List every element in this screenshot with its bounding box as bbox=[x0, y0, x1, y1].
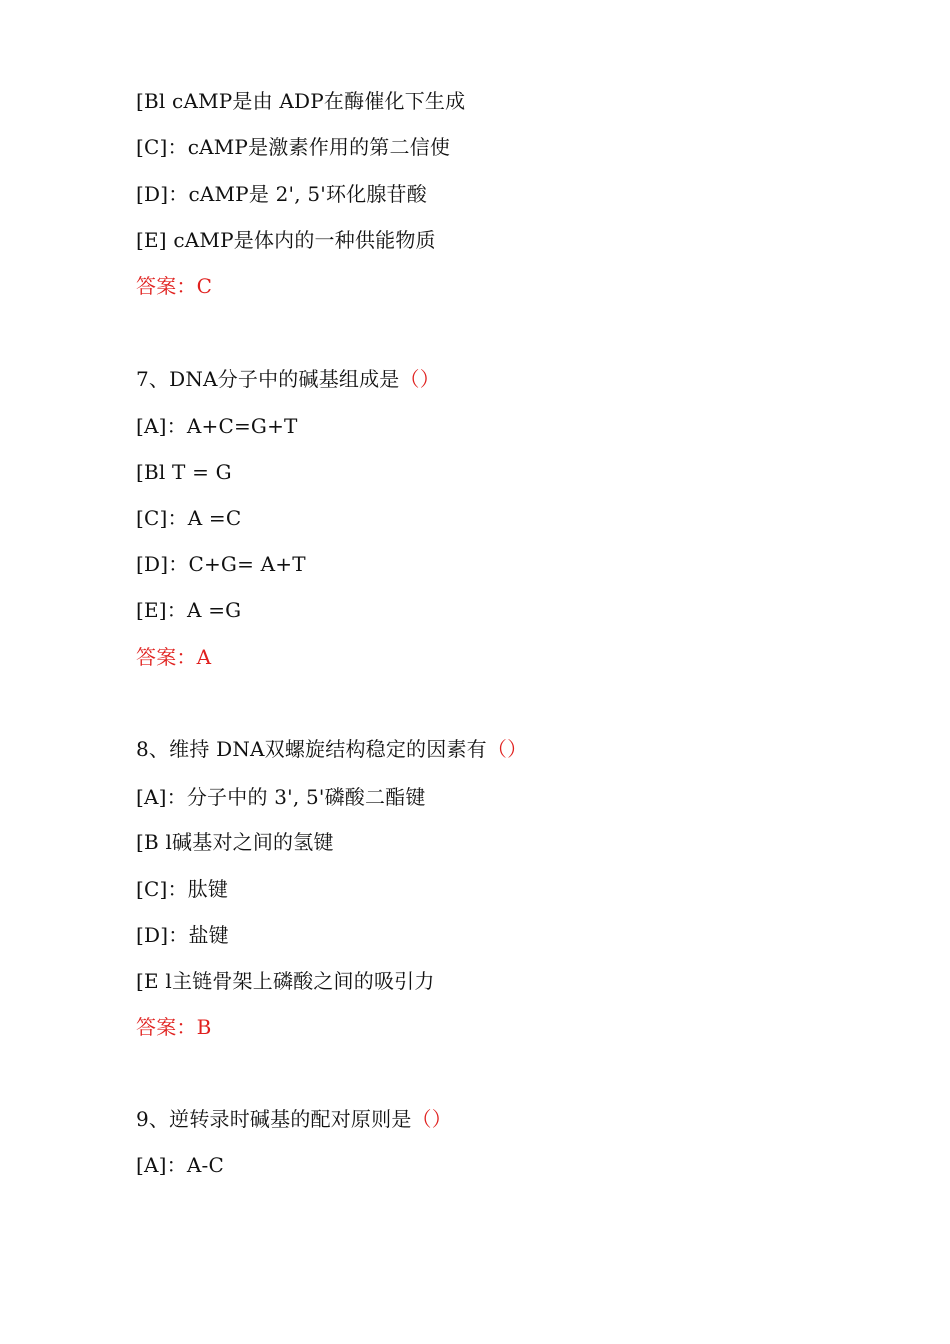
option-q7-e: [E]：A =G bbox=[136, 598, 242, 622]
option-q9-a: [A]：A-C bbox=[136, 1153, 224, 1177]
question-7 bbox=[136, 366, 440, 392]
option-q6-c: [C]：cAMP是激素作用的第二信使 bbox=[136, 135, 451, 159]
question-9 bbox=[136, 1106, 452, 1132]
question-9-blank: （） bbox=[411, 1107, 452, 1131]
question-9-stem: 9、逆转录时碱基的配对原则是 bbox=[136, 1107, 412, 1131]
option-q7-d: [D]：C+G= A+T bbox=[136, 552, 306, 576]
answer-q8: 答案：B bbox=[136, 1015, 212, 1039]
option-q8-b: [B l碱基对之间的氢键 bbox=[136, 830, 334, 854]
answer-q6: 答案：C bbox=[136, 274, 213, 298]
question-7-stem: 7、DNA分子中的碱基组成是 bbox=[136, 367, 400, 391]
option-q6-d: [D]：cAMP是 2', 5'环化腺苷酸 bbox=[136, 182, 427, 206]
option-q8-d: [D]：盐键 bbox=[136, 923, 229, 947]
option-q7-c: [C]：A =C bbox=[136, 506, 242, 530]
option-q8-a: [A]：分子中的 3', 5'磷酸二酯键 bbox=[136, 785, 426, 809]
option-q7-b: [Bl T = G bbox=[136, 460, 232, 484]
question-7-blank: （） bbox=[399, 367, 440, 391]
option-q8-c: [C]：肽键 bbox=[136, 877, 229, 901]
option-q8-e: [E l主链骨架上磷酸之间的吸引力 bbox=[136, 969, 435, 993]
question-8-blank: （） bbox=[486, 737, 528, 761]
option-q6-b: [Bl cAMP是由 ADP在酶催化下生成 bbox=[136, 89, 466, 113]
option-q7-a: [A]：A+C=G+T bbox=[136, 414, 298, 438]
answer-q7: 答案：A bbox=[136, 645, 212, 669]
question-8 bbox=[136, 736, 527, 762]
question-8-stem: 8、维持 DNA双螺旋结构稳定的因素有 bbox=[136, 737, 487, 761]
option-q6-e: [E] cAMP是体内的一种供能物质 bbox=[136, 228, 436, 252]
